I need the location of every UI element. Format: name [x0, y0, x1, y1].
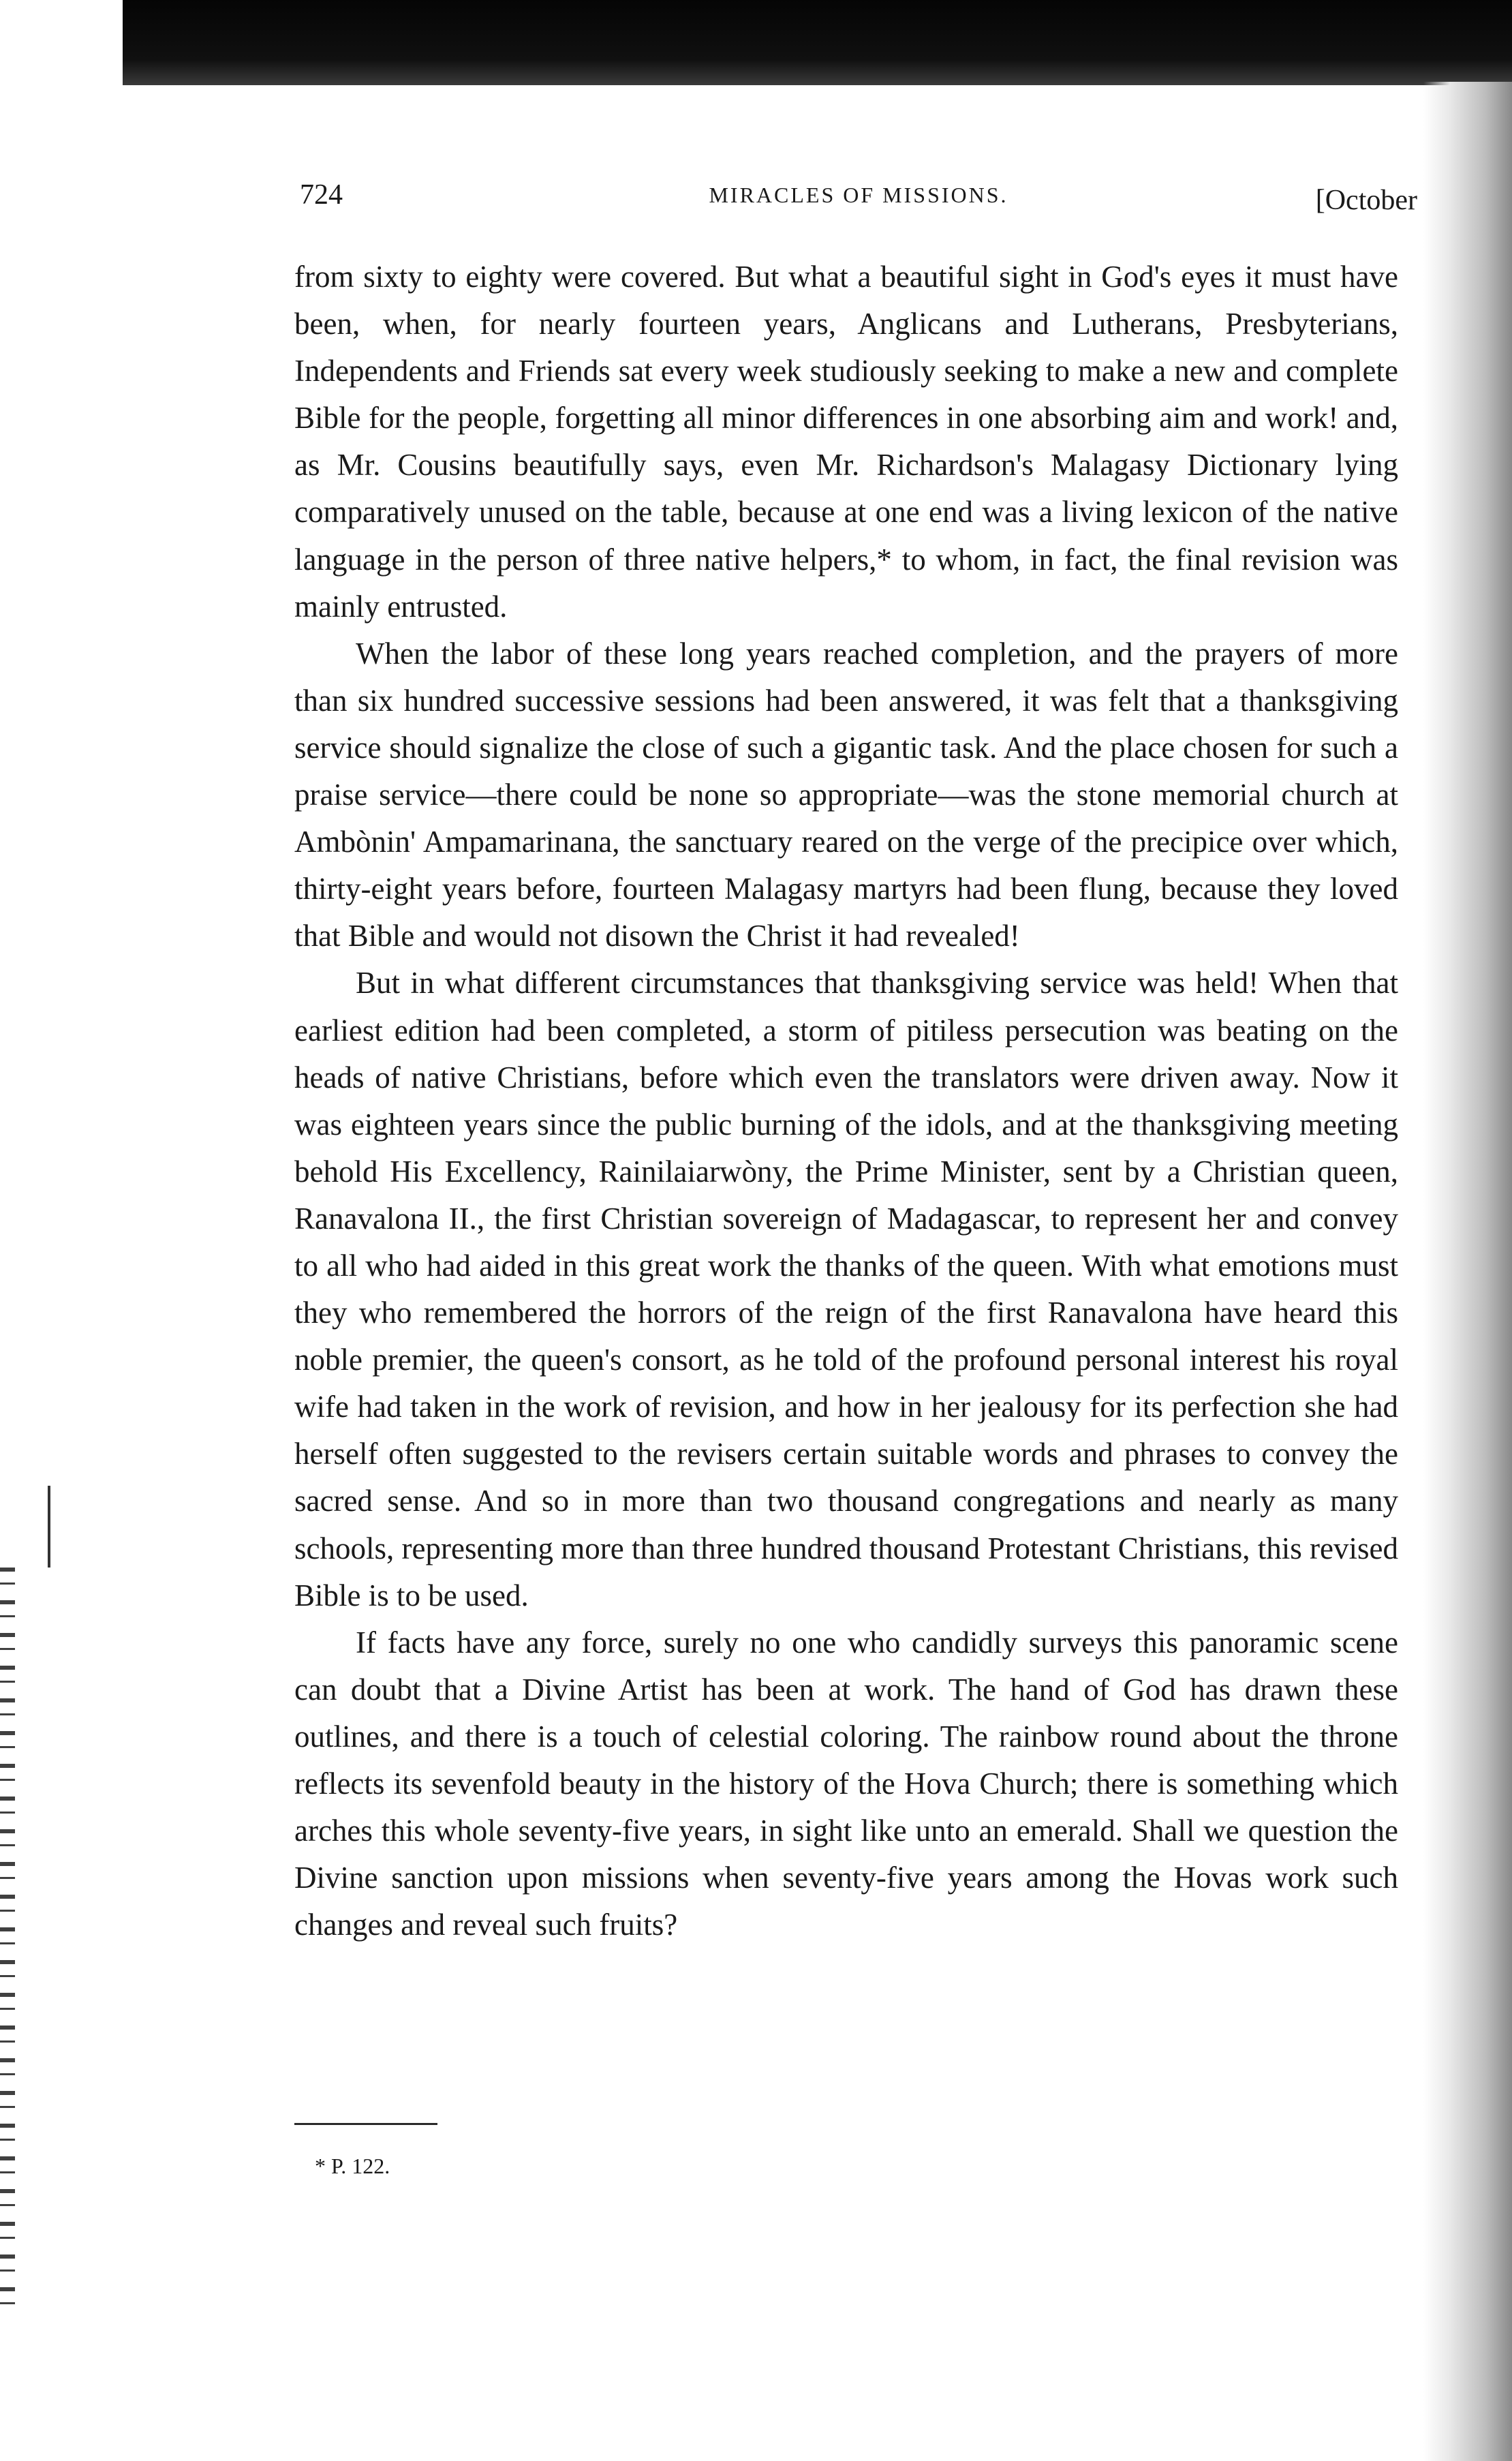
paragraph: from sixty to eighty were covered. But what a beautiful sight in God's eyes it must have been, when, for nearly fourteen years, Anglicans and Lutherans, Presbyterians, Independents and Friends sat every week studiously seeking to make a new and complete Bible for the people, forgetting all minor differences in one absorbing aim and work! and, as Mr. Cousins beautifully says, even Mr. Richardson's Malagasy Dictionary lying comparatively unused on the table, because at one end was a living lexicon of the native language in the person of three native helpers,* to whom, in fact, the final revision was mainly entrusted. — [294, 260, 1398, 624]
page-number: 724 — [300, 179, 343, 211]
footnote: * P. 122. — [315, 2154, 390, 2178]
scan-mark — [48, 1486, 50, 1568]
page-edge-shadow — [1423, 82, 1512, 2461]
footnote-divider — [294, 2123, 437, 2125]
page-header — [300, 179, 1417, 226]
running-title: MIRACLES OF MISSIONS. — [709, 183, 1008, 207]
scan-speckle-left — [0, 1568, 15, 2317]
running-section: [October — [1315, 185, 1417, 216]
scan-dark-border — [123, 0, 1512, 85]
body-text — [294, 254, 1398, 1948]
paragraph: If facts have any force, surely no one who candidly surveys this panoramic scene can doubt that a Divine Artist has been at work. The hand of God has drawn these outlines, and there is a touch of celestial coloring. The rainbow round about the throne reflects its sevenfold beauty in the history of the Hova Church; there is something which arches this whole seventy-five years, in sight like unto an emerald. Shall we question the Divine sanction upon missions when seventy-five years among the Hovas work such changes and reveal such fruits? — [294, 1625, 1398, 1942]
paragraph: But in what different circumstances that thanksgiving service was held! When that earliest edition had been completed, a storm of pitiless persecution was beating on the heads of native Christians, before which even the translators were driven away. Now it was eighteen years since the public burning of the idols, and at the thanksgiving meeting behold His Excellency, Rainilaiarwòny, the Prime Minister, sent by a Christian queen, Ranavalona II., the first Christian sovereign of Madagascar, to represent her and convey to all who had aided in this great work the thanks of the queen. With what emotions must they who remembered the horrors of the reign of the first Ranavalona have heard this noble premier, the queen's consort, as he told of the profound personal interest his royal wife had taken in the work of revision, and how in her jealousy for its perfection she had herself often suggested to the revisers certain suitable words and phrases to convey the sacred sense. And so in more than two thousand congregations and nearly as many schools, representing more than three hundred thousand Protestant Christians, this revised Bible is to be used. — [294, 966, 1398, 1612]
paragraph: When the labor of these long years reached completion, and the prayers of more than six hundred successive sessions had been answered, it was felt that a thanksgiving service should signalize the close of such a gigantic task. And the place chosen for such a praise service—there could be none so appropriate—was the stone memorial church at Ambònin' Ampamarinana, the sanctuary reared on the verge of the precipice over which, thirty-eight years before, fourteen Malagasy martyrs had been flung, because they loved that Bible and would not disown the Christ it had revealed! — [294, 636, 1398, 953]
